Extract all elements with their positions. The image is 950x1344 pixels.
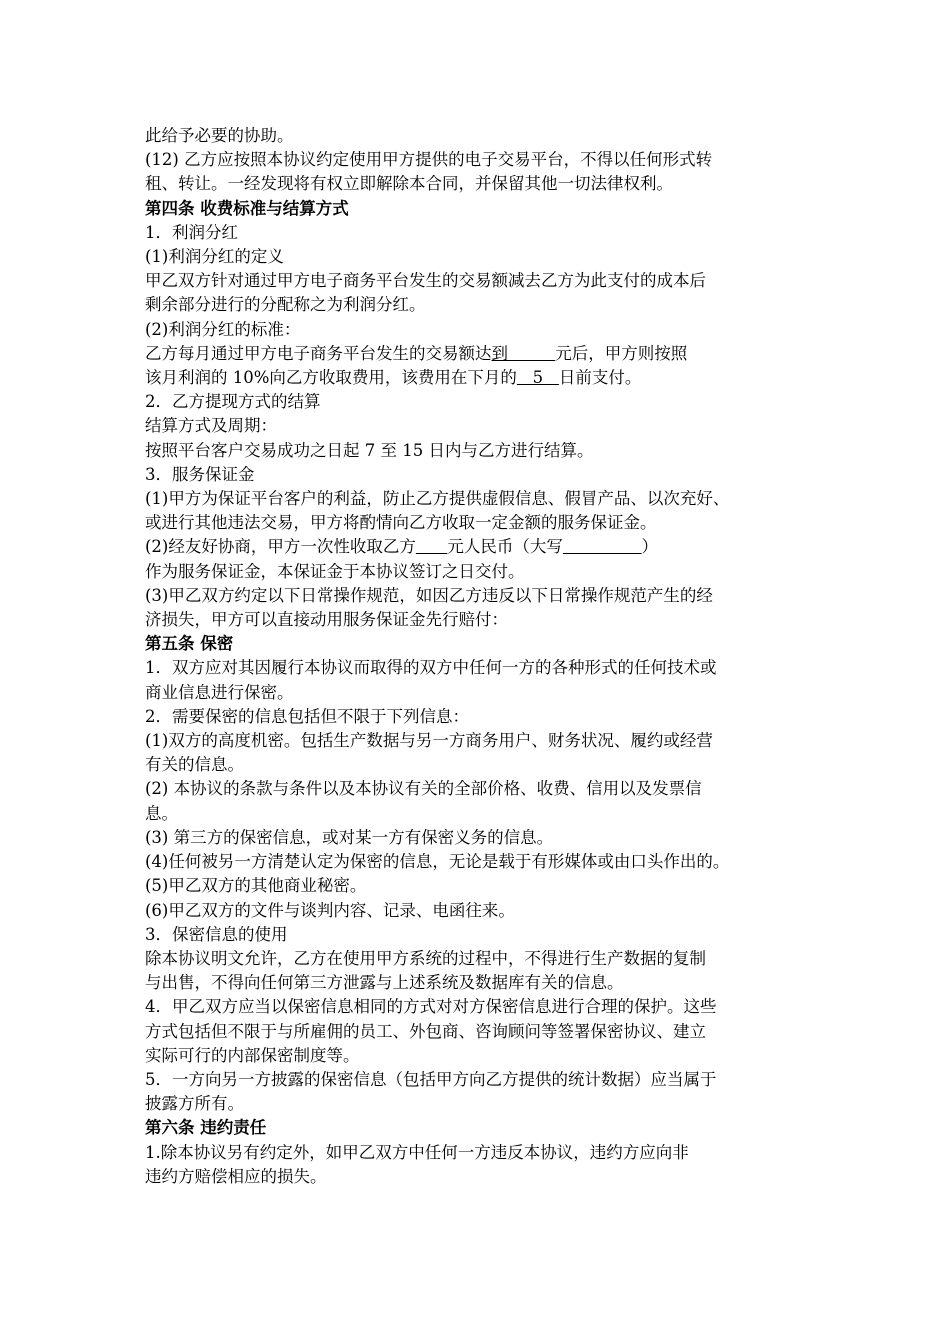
paragraph-line: 与出售，不得向任何第三方泄露与上述系统及数据库有关的信息。 — [145, 973, 624, 993]
paragraph-line: 3．保密信息的使用 — [145, 924, 288, 944]
article-5-heading: 第五条 保密 — [145, 634, 234, 654]
paragraph-line — [145, 342, 825, 366]
text-segment: 该月利润的 10%向乙方收取费用，该费用在下月的 — [145, 368, 517, 388]
paragraph-line: 3．服务保证金 — [145, 464, 255, 484]
paragraph-line: 披露方所有。 — [145, 1094, 244, 1114]
paragraph-line: 违约方赔偿相应的损失。 — [145, 1166, 327, 1186]
paragraph-line: 息。 — [145, 803, 178, 823]
paragraph-line: (12) 乙方应按照本协议约定使用甲方提供的电子交易平台，不得以任何形式转 — [145, 150, 713, 170]
text-segment: (2)经友好协商，甲方一次性收取乙方 — [145, 537, 416, 557]
paragraph-line: 方式包括但不限于与所雇佣的员工、外包商、咨询顾问等签署保密协议、建立 — [145, 1021, 706, 1041]
paragraph-line: (1)甲方为保证平台客户的利益，防止乙方提供虚假信息、假冒产品、以次充好、 — [145, 489, 730, 509]
paragraph-line: 甲乙双方针对通过甲方电子商务平台发生的交易额减去乙方为此支付的成本后 — [145, 271, 706, 291]
paragraph-line: (3) 第三方的保密信息，或对某一方有保密义务的信息。 — [145, 827, 554, 847]
text-segment: 乙方每月通过甲方电子商务平台发生的交易额达 — [145, 343, 492, 363]
paragraph-line: 济损失，甲方可以直接动用服务保证金先行赔付： — [145, 610, 508, 630]
text-segment: ） — [641, 537, 659, 557]
paragraph-line: (2) 本协议的条款与条件以及本协议有关的全部价格、收费、信用以及发票信 — [145, 779, 702, 799]
paragraph-line: (4)任何被另一方清楚认定为保密的信息，无论是载于有形媒体或由口头作出的。 — [145, 852, 730, 872]
paragraph-line: 此给予必要的协助。 — [145, 126, 294, 145]
article-6-heading: 第六条 违约责任 — [145, 1118, 267, 1138]
document-page — [145, 124, 825, 1189]
paragraph-line: 5．一方向另一方披露的保密信息（包括甲方向乙方提供的统计数据）应当属于 — [145, 1069, 717, 1089]
paragraph-line: 1.除本协议另有约定外，如甲乙双方中任何一方违反本协议，违约方应向非 — [145, 1142, 689, 1162]
payment-day-field: 5 — [516, 368, 559, 388]
paragraph-line: 1．双方应对其因履行本协议而取得的双方中任何一方的各种形式的任何技术或 — [145, 658, 717, 678]
paragraph-line — [145, 535, 825, 559]
deposit-amount-words-field — [563, 537, 642, 556]
paragraph-line: (6)甲乙双方的文件与谈判内容、记录、电函往来。 — [145, 900, 515, 920]
paragraph-line: 有关的信息。 — [145, 755, 244, 775]
blank-amount-field: 到 — [491, 343, 556, 363]
text-segment: 元人民币（大写 — [447, 537, 563, 557]
paragraph-line: 实际可行的内部保密制度等。 — [145, 1045, 360, 1065]
deposit-amount-field — [416, 537, 447, 556]
text-segment: 元后，甲方则按照 — [555, 343, 688, 363]
article-4-heading: 第四条 收费标准与结算方式 — [145, 198, 349, 218]
paragraph-line: 或进行其他违法交易，甲方将酌情向乙方收取一定金额的服务保证金。 — [145, 513, 657, 533]
paragraph-line: 4．甲乙双方应当以保密信息相同的方式对对方保密信息进行合理的保护。这些 — [145, 997, 717, 1017]
paragraph-line: 1．利润分红 — [145, 222, 238, 242]
text-segment: 日前支付。 — [558, 368, 642, 388]
paragraph-line: 商业信息进行保密。 — [145, 682, 294, 702]
paragraph-line: 除本协议明文允许，乙方在使用甲方系统的过程中，不得进行生产数据的复制 — [145, 948, 706, 968]
paragraph-line: 作为服务保证金，本保证金于本协议签订之日交付。 — [145, 561, 525, 581]
paragraph-line: 剩余部分进行的分配称之为利润分红。 — [145, 295, 426, 315]
paragraph-line: 2．需要保密的信息包括但不限于下列信息： — [145, 706, 469, 726]
paragraph-line: (1)双方的高度机密。包括生产数据与另一方商务用户、财务状况、履约或经营 — [145, 731, 713, 751]
paragraph-line: (2)利润分红的标准： — [145, 319, 301, 339]
paragraph-line: 2．乙方提现方式的结算 — [145, 392, 321, 412]
paragraph-line: (3)甲乙双方约定以下日常操作规范，如因乙方违反以下日常操作规范产生的经 — [145, 585, 713, 605]
paragraph-line: 租、转让。一经发现将有权立即解除本合同，并保留其他一切法律权利。 — [145, 174, 673, 194]
paragraph-line: 按照平台客户交易成功之日起 7 至 15 日内与乙方进行结算。 — [145, 440, 594, 460]
paragraph-line: (1)利润分红的定义 — [145, 247, 284, 267]
paragraph-line: 结算方式及周期： — [145, 416, 277, 436]
paragraph-line — [145, 366, 825, 390]
paragraph-line: (5)甲乙双方的其他商业秘密。 — [145, 876, 367, 896]
